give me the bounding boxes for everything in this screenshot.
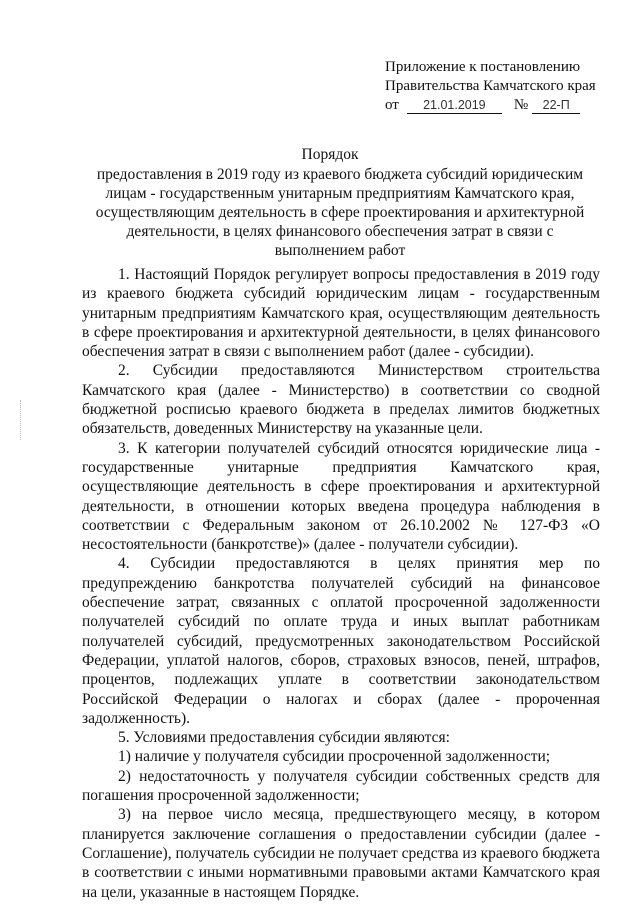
from-label: от <box>385 97 399 113</box>
paragraph-3: 3. К категории получателей субсидий относятся юридические лица - государственные унитарные предприятия Камчатского края, осуществляющие деятельность в сфере проектирования и архитектурной деятельности, в отношении которых введена процедура наблюдения в соответствии с Федеральным законом от 26.10.2002 № 127-ФЗ «О несостоятельности (банкротстве)» (далее - получатели субсидии). <box>82 439 600 554</box>
appendix-line-1: Приложение к постановлению <box>385 59 581 75</box>
appendix-line-2: Правительства Камчатского края <box>385 78 596 94</box>
decree-number: 22-П <box>532 98 580 114</box>
decree-date: 21.01.2019 <box>407 98 502 114</box>
paragraph-4: 4. Субсидии предоставляются в целях принятия мер по предупреждению банкротства получателей субсидий на финансовое обеспечение затрат, связанных с оплатой просроченной задолженности получателей субсидий по оплате труда и иных выплат работникам получателей субсидий, предусмотренных законодательством Российской Федерации, уплатой налогов, сборов, страховых взносов, пеней, штрафов, процентов, подлежащих уплате в соответствии законодательством Российской Федерации о налогах и сборах (далее - пророченная задолженность). <box>82 555 600 727</box>
appendix-block <box>385 58 625 115</box>
paragraph-2: 2. Субсидии предоставляются Министерством строительства Камчатского края (далее - Министерство) в соответствии со сводной бюджетной росписью краевого бюджета в пределах лимитов бюджетных обязательств, доведенных Министерству на указанные цели. <box>82 362 600 438</box>
condition-2: 2) недостаточность у получателя субсидии собственных средств для погашения просроченной задолженности; <box>82 767 600 805</box>
condition-3: 3) на первое число месяца, предшествующего месяцу, в котором планируется заключение соглашения о предоставлении субсидии (далее - Соглашение), получатель субсидии не получает средства из краевого бюджета в соответствии с иными нормативными правовыми актами Камчатского края на цели, указанные в настоящем Порядке. <box>82 806 601 901</box>
document-title: Порядок <box>301 146 359 163</box>
document-body <box>82 265 600 902</box>
paragraph-1: 1. Настоящий Порядок регулирует вопросы предоставления в 2019 году из краевого бюджета субсидий юридическим лицам - государственным унитарным предприятиям Камчатского края, осуществляющим деятельность в сфере проектирования и архитектурной деятельности, в целях финансового обеспечения затрат в связи с выполнением работ (далее - субсидии). <box>82 266 600 361</box>
appendix-date-row <box>385 96 625 115</box>
margin-mark <box>20 400 22 440</box>
condition-1: 1) наличие у получателя субсидии просроченной задолженности; <box>118 748 551 766</box>
number-label: № <box>513 97 529 113</box>
paragraph-5: 5. Условиями предоставления субсидии являются: <box>118 729 450 747</box>
document-subtitle: предоставления в 2019 году из краевого бюджета субсидий юридическим лицам - государственным унитарным предприятиям Камчатского края, осуществляющим деятельность в сфере проектирования и архитектурной деятельности, в целях финансового обеспечения затрат в связи с выполнением работ <box>95 166 585 259</box>
